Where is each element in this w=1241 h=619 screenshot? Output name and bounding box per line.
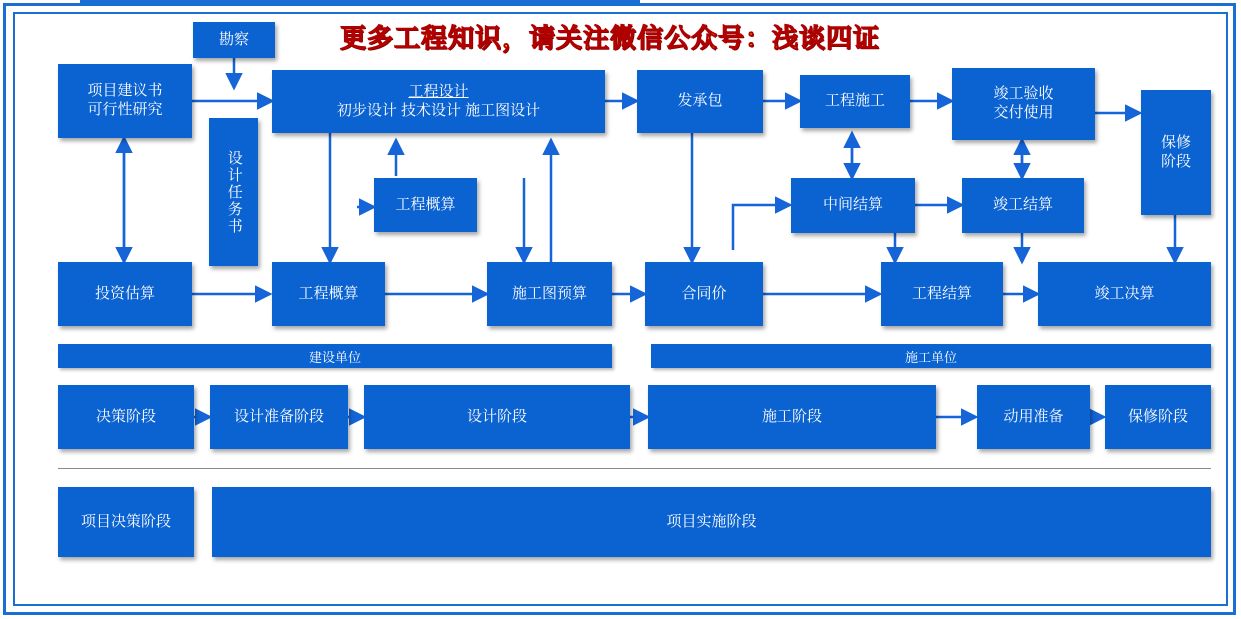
box-budget-estimate-upper[interactable]: 工程概算 bbox=[374, 178, 477, 232]
box-construction[interactable]: 工程施工 bbox=[800, 75, 910, 128]
box-engineering-design-title: 工程设计 bbox=[408, 82, 469, 100]
box-survey[interactable]: 勘察 bbox=[193, 22, 275, 58]
box-design-task[interactable]: 设计任务书 bbox=[209, 118, 258, 266]
box-warranty-stage-top[interactable] bbox=[1141, 90, 1211, 215]
stage-design-prep[interactable]: 设计准备阶段 bbox=[210, 385, 348, 449]
box-interim-settlement[interactable]: 中间结算 bbox=[791, 178, 915, 233]
stage-mobilization[interactable]: 动用准备 bbox=[977, 385, 1090, 449]
promo-banner: 更多工程知识，请关注微信公众号：浅谈四证 bbox=[340, 23, 881, 53]
box-project-settlement[interactable]: 工程结算 bbox=[881, 262, 1003, 326]
box-budget-estimate[interactable]: 工程概算 bbox=[272, 262, 385, 326]
box-construction-drawing-budget[interactable]: 施工图预算 bbox=[487, 262, 612, 326]
box-completion-acceptance[interactable] bbox=[952, 68, 1095, 140]
bar-contractor-unit: 施工单位 bbox=[651, 344, 1211, 368]
box-contract-price[interactable]: 合同价 bbox=[645, 262, 763, 326]
bottom-decision-phase[interactable]: 项目决策阶段 bbox=[58, 487, 194, 557]
section-divider bbox=[58, 468, 1211, 469]
box-completion-acceptance-line2: 交付使用 bbox=[993, 104, 1054, 121]
box-warranty-stage-top-line1: 保修 bbox=[1160, 133, 1191, 151]
box-engineering-design[interactable] bbox=[272, 70, 605, 133]
bar-construction-unit: 建设单位 bbox=[58, 344, 612, 368]
top-accent-bar bbox=[80, 0, 640, 6]
box-project-proposal[interactable] bbox=[58, 64, 192, 138]
box-project-proposal-line1: 项目建议书 bbox=[87, 82, 163, 100]
box-contracting[interactable]: 发承包 bbox=[637, 70, 763, 133]
stage-warranty[interactable]: 保修阶段 bbox=[1105, 385, 1211, 449]
box-investment-estimate[interactable]: 投资估算 bbox=[58, 262, 192, 326]
box-final-settlement[interactable]: 竣工结算 bbox=[962, 178, 1084, 233]
box-completion-acceptance-line1: 竣工验收 bbox=[993, 85, 1054, 103]
box-warranty-stage-top-line2: 阶段 bbox=[1160, 152, 1191, 170]
bottom-implementation-phase[interactable]: 项目实施阶段 bbox=[212, 487, 1211, 557]
stage-decision[interactable]: 决策阶段 bbox=[58, 385, 194, 449]
box-final-account[interactable]: 竣工决算 bbox=[1038, 262, 1211, 326]
box-project-proposal-line2: 可行性研究 bbox=[87, 101, 163, 118]
stage-design[interactable]: 设计阶段 bbox=[364, 385, 630, 449]
box-engineering-design-sub: 初步设计 技术设计 施工图设计 bbox=[336, 101, 541, 119]
stage-construction[interactable]: 施工阶段 bbox=[648, 385, 936, 449]
